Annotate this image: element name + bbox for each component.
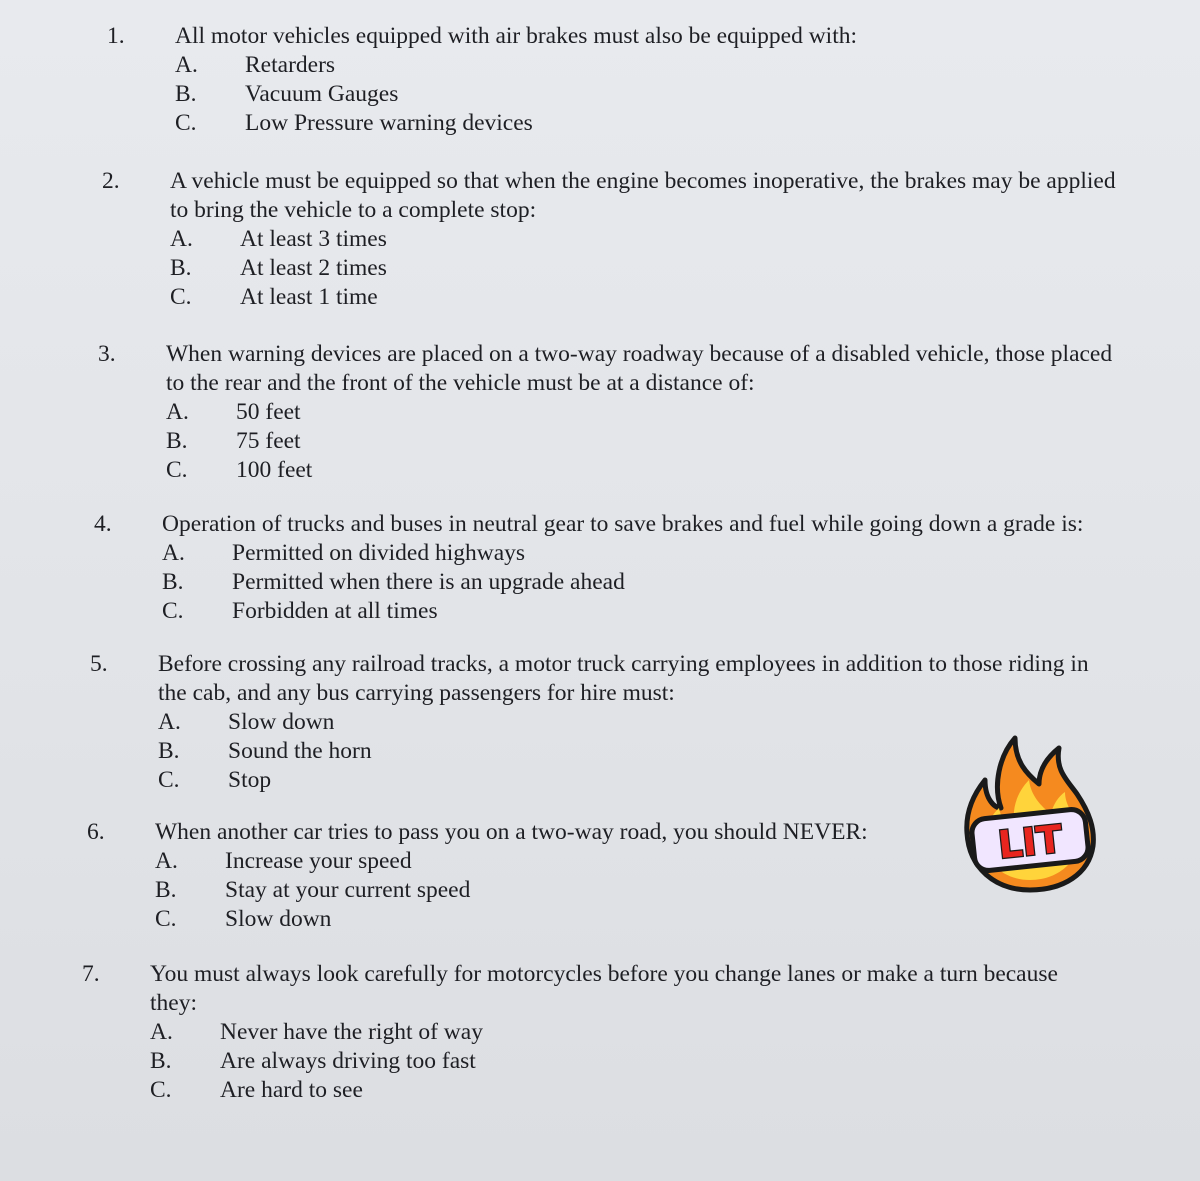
option-letter: B. xyxy=(150,1048,172,1074)
option-letter: C. xyxy=(150,1077,172,1103)
option-letter: B. xyxy=(158,738,180,764)
option-letter: B. xyxy=(166,428,188,454)
option-text: Slow down xyxy=(225,906,332,932)
option-c xyxy=(155,905,935,934)
option-b xyxy=(162,568,1152,597)
option-letter: A. xyxy=(158,709,181,735)
option-c xyxy=(175,109,1135,138)
option-a xyxy=(155,847,935,876)
option-letter: B. xyxy=(170,255,192,281)
option-b xyxy=(155,876,935,905)
option-c xyxy=(162,597,1152,626)
question-1 xyxy=(107,22,1135,138)
lit-label: LIT xyxy=(995,816,1065,868)
option-text: Never have the right of way xyxy=(220,1019,483,1045)
question-2 xyxy=(102,167,1130,312)
question-number: 6. xyxy=(87,819,105,845)
option-text: Stay at your current speed xyxy=(225,877,471,903)
option-text: At least 1 time xyxy=(240,284,378,310)
option-a xyxy=(150,1018,1110,1047)
option-letter: C. xyxy=(175,110,197,136)
question-text: When warning devices are placed on a two-way roadway because of a disabled vehicle, those placed to the rear and the front of the vehicle must be at a distance of: xyxy=(166,341,1113,396)
option-letter: B. xyxy=(175,81,197,107)
option-c xyxy=(170,283,1130,312)
question-6 xyxy=(87,818,935,934)
question-number: 5. xyxy=(90,651,108,677)
option-letter: C. xyxy=(158,767,180,793)
question-number: 1. xyxy=(107,23,125,49)
option-a xyxy=(170,225,1130,254)
option-text: Are hard to see xyxy=(220,1077,363,1103)
option-letter: A. xyxy=(150,1019,173,1045)
option-letter: C. xyxy=(162,598,184,624)
question-text: When another car tries to pass you on a two-way road, you should NEVER: xyxy=(155,819,868,845)
fire-icon xyxy=(955,728,1105,898)
option-letter: B. xyxy=(155,877,177,903)
option-text: Forbidden at all times xyxy=(232,598,438,624)
option-b xyxy=(175,80,1135,109)
option-letter: A. xyxy=(162,540,185,566)
lit-fire-sticker xyxy=(955,728,1105,898)
option-a xyxy=(162,539,1152,568)
option-c xyxy=(150,1076,1110,1105)
option-text: 100 feet xyxy=(236,457,313,483)
question-number: 3. xyxy=(98,341,116,367)
option-letter: A. xyxy=(166,399,189,425)
question-4 xyxy=(94,510,1152,626)
option-a xyxy=(166,398,1126,427)
option-text: 50 feet xyxy=(236,399,301,425)
option-letter: C. xyxy=(166,457,188,483)
option-text: Permitted on divided highways xyxy=(232,540,526,566)
option-text: Stop xyxy=(228,767,272,793)
option-text: At least 3 times xyxy=(240,226,387,252)
option-a xyxy=(175,51,1135,80)
option-letter: B. xyxy=(162,569,184,595)
question-number: 4. xyxy=(94,511,112,537)
option-text: Increase your speed xyxy=(225,848,412,874)
question-3 xyxy=(98,340,1126,485)
option-b xyxy=(170,254,1130,283)
option-text: Vacuum Gauges xyxy=(245,81,399,107)
option-letter: A. xyxy=(155,848,178,874)
option-text: Sound the horn xyxy=(228,738,372,764)
option-letter: A. xyxy=(175,52,198,78)
question-text: All motor vehicles equipped with air brakes must also be equipped with: xyxy=(175,23,858,49)
option-text: Are always driving too fast xyxy=(220,1048,476,1074)
option-c xyxy=(166,456,1126,485)
option-letter: C. xyxy=(170,284,192,310)
option-text: Permitted when there is an upgrade ahead xyxy=(232,569,625,595)
question-text: A vehicle must be equipped so that when the engine becomes inoperative, the brakes may be applied to bring the vehicle to a complete stop: xyxy=(170,168,1116,223)
option-letter: C. xyxy=(155,906,177,932)
option-text: Slow down xyxy=(228,709,335,735)
option-b xyxy=(166,427,1126,456)
option-text: At least 2 times xyxy=(240,255,387,281)
option-text: Retarders xyxy=(245,52,336,78)
option-text: Low Pressure warning devices xyxy=(245,110,533,136)
option-b xyxy=(150,1047,1110,1076)
question-text: You must always look carefully for motorcycles before you change lanes or make a turn because they: xyxy=(150,961,1058,1016)
question-text: Operation of trucks and buses in neutral gear to save brakes and fuel while going down a grade is: xyxy=(162,511,1084,537)
question-7 xyxy=(82,960,1110,1105)
question-number: 2. xyxy=(102,168,120,194)
question-number: 7. xyxy=(82,961,100,987)
option-text: 75 feet xyxy=(236,428,301,454)
question-text: Before crossing any railroad tracks, a motor truck carrying employees in addition to those riding in the cab, and any bus carrying passengers for hire must: xyxy=(158,651,1089,706)
option-letter: A. xyxy=(170,226,193,252)
